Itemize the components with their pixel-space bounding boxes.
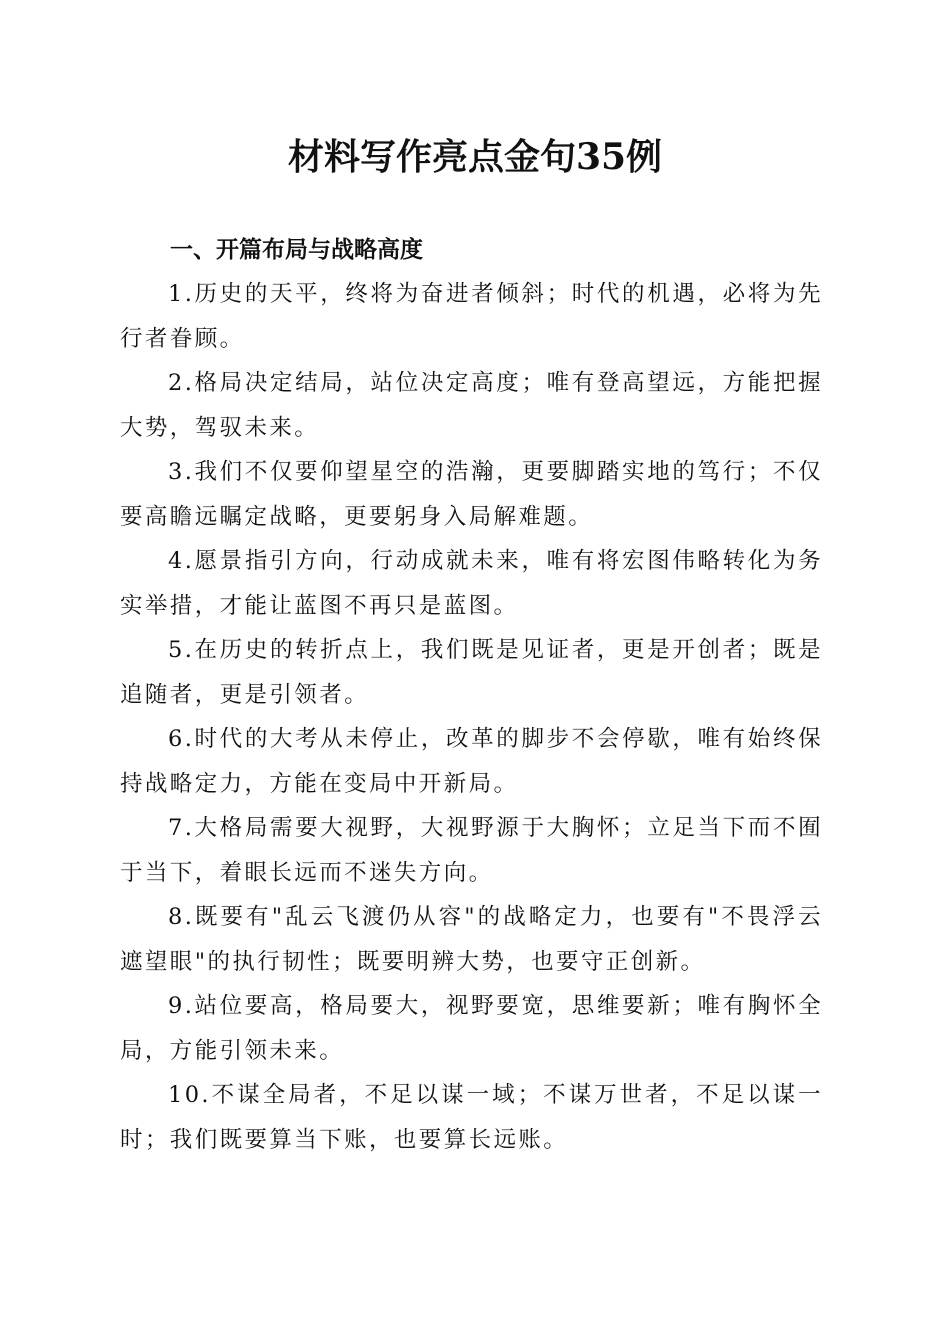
quote-item-6: 6.时代的大考从未停止，改革的脚步不会停歇，唯有始终保持战略定力，方能在变局中开新局。: [120, 726, 823, 797]
quote-item-1: 1.历史的天平，终将为奋进者倾斜；时代的机遇，必将为先行者眷顾。: [120, 281, 823, 352]
quote-item-7: 7.大格局需要大视野，大视野源于大胸怀；立足当下而不囿于当下，着眼长远而不迷失方向。: [120, 815, 823, 886]
quote-item-3: 3.我们不仅要仰望星空的浩瀚，更要脚踏实地的笃行；不仅要高瞻远瞩定战略，更要躬身入局解难题。: [120, 459, 823, 530]
document-title: 材料写作亮点金句35例: [287, 136, 663, 178]
quote-item-9: 9.站位要高，格局要大，视野要宽，思维要新；唯有胸怀全局，方能引领未来。: [120, 993, 823, 1064]
quote-item-4: 4.愿景指引方向，行动成就未来，唯有将宏图伟略转化为务实举措，才能让蓝图不再只是蓝图。: [120, 548, 823, 619]
section-heading: 一、开篇布局与战略高度: [170, 237, 423, 263]
quote-item-5: 5.在历史的转折点上，我们既是见证者，更是开创者；既是追随者，更是引领者。: [120, 637, 823, 708]
quote-item-2: 2.格局决定结局，站位决定高度；唯有登高望远，方能把握大势，驾驭未来。: [120, 370, 823, 441]
quote-item-8: 8.既要有"乱云飞渡仍从容"的战略定力，也要有"不畏浮云遮望眼"的执行韧性；既要明辨大势，也要守正创新。: [120, 904, 823, 975]
document-body: [120, 228, 823, 1162]
quote-list: [120, 272, 823, 1162]
quote-item-10: 10.不谋全局者，不足以谋一域；不谋万世者，不足以谋一时；我们既要算当下账，也要算长远账。: [120, 1082, 823, 1153]
